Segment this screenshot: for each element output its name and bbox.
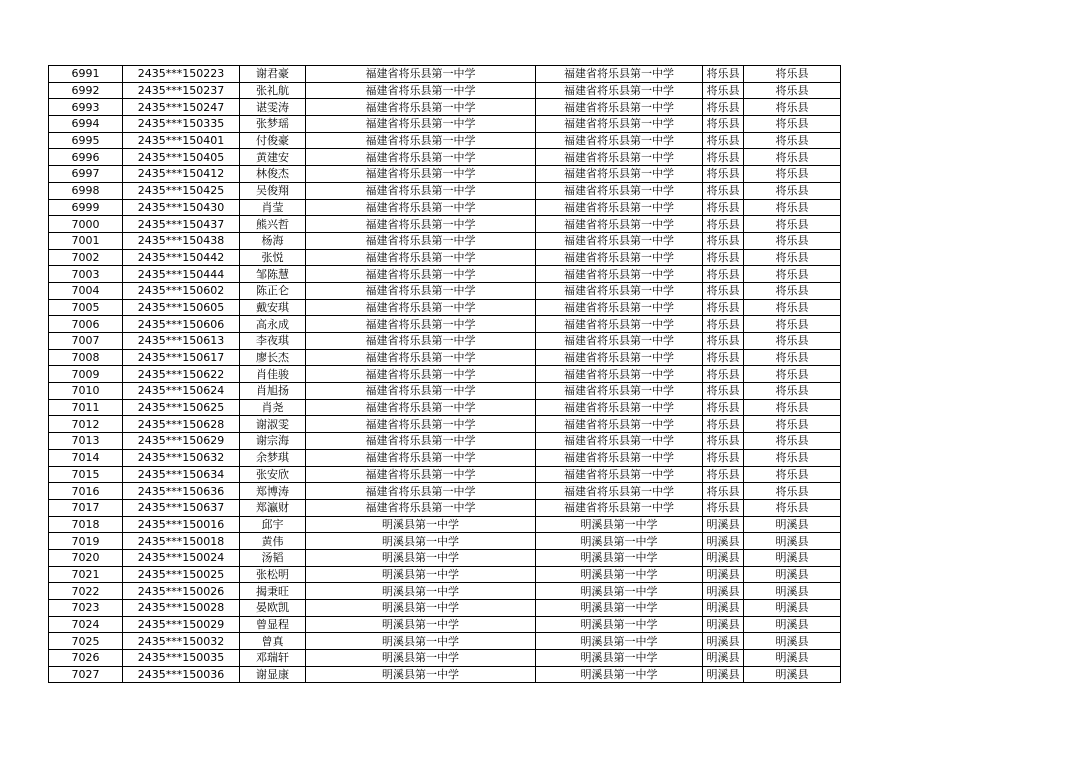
row-id-cell: 2435***150636 — [123, 483, 240, 500]
row-county-cell: 将乐县 — [703, 82, 744, 99]
row-school2-cell: 明溪县第一中学 — [536, 650, 703, 667]
row-county2-cell: 明溪县 — [744, 516, 841, 533]
row-id-cell: 2435***150605 — [123, 299, 240, 316]
row-county2-cell: 将乐县 — [744, 333, 841, 350]
row-school2-cell: 福建省将乐县第一中学 — [536, 182, 703, 199]
row-name-cell: 廖长杰 — [240, 349, 306, 366]
table-row — [49, 66, 841, 83]
row-id-cell: 2435***150442 — [123, 249, 240, 266]
row-county-cell: 将乐县 — [703, 449, 744, 466]
row-school-cell: 福建省将乐县第一中学 — [306, 383, 536, 400]
row-school2-cell: 明溪县第一中学 — [536, 600, 703, 617]
row-school2-cell: 明溪县第一中学 — [536, 666, 703, 683]
row-school2-cell: 明溪县第一中学 — [536, 533, 703, 550]
row-school2-cell: 明溪县第一中学 — [536, 566, 703, 583]
row-id-cell: 2435***150624 — [123, 383, 240, 400]
row-county2-cell: 将乐县 — [744, 82, 841, 99]
row-school2-cell: 福建省将乐县第一中学 — [536, 216, 703, 233]
row-school2-cell: 福建省将乐县第一中学 — [536, 66, 703, 83]
table-row — [49, 316, 841, 333]
row-name-cell: 张礼航 — [240, 82, 306, 99]
row-seq-cell: 7026 — [49, 650, 123, 667]
row-name-cell: 谢淑雯 — [240, 416, 306, 433]
row-school-cell: 福建省将乐县第一中学 — [306, 466, 536, 483]
row-seq-cell: 7016 — [49, 483, 123, 500]
row-county-cell: 将乐县 — [703, 399, 744, 416]
row-seq-cell: 7020 — [49, 549, 123, 566]
table-row — [49, 549, 841, 566]
row-id-cell: 2435***150035 — [123, 650, 240, 667]
row-school-cell: 福建省将乐县第一中学 — [306, 333, 536, 350]
row-name-cell: 张悦 — [240, 249, 306, 266]
row-school-cell: 明溪县第一中学 — [306, 549, 536, 566]
row-county-cell: 将乐县 — [703, 132, 744, 149]
row-seq-cell: 7025 — [49, 633, 123, 650]
row-county-cell: 明溪县 — [703, 666, 744, 683]
row-id-cell: 2435***150032 — [123, 633, 240, 650]
row-seq-cell: 7022 — [49, 583, 123, 600]
row-school2-cell: 福建省将乐县第一中学 — [536, 316, 703, 333]
row-county2-cell: 将乐县 — [744, 399, 841, 416]
row-id-cell: 2435***150412 — [123, 166, 240, 183]
row-county2-cell: 将乐县 — [744, 116, 841, 133]
row-name-cell: 谌雯涛 — [240, 99, 306, 116]
row-school2-cell: 福建省将乐县第一中学 — [536, 116, 703, 133]
row-id-cell: 2435***150018 — [123, 533, 240, 550]
row-id-cell: 2435***150617 — [123, 349, 240, 366]
row-name-cell: 陈正仑 — [240, 282, 306, 299]
row-id-cell: 2435***150430 — [123, 199, 240, 216]
row-school-cell: 福建省将乐县第一中学 — [306, 366, 536, 383]
row-name-cell: 余梦琪 — [240, 449, 306, 466]
row-county2-cell: 明溪县 — [744, 633, 841, 650]
row-id-cell: 2435***150401 — [123, 132, 240, 149]
row-county2-cell: 将乐县 — [744, 66, 841, 83]
row-county2-cell: 明溪县 — [744, 650, 841, 667]
row-school2-cell: 福建省将乐县第一中学 — [536, 449, 703, 466]
row-id-cell: 2435***150247 — [123, 99, 240, 116]
row-id-cell: 2435***150029 — [123, 616, 240, 633]
row-id-cell: 2435***150026 — [123, 583, 240, 600]
row-county-cell: 将乐县 — [703, 116, 744, 133]
row-county-cell: 将乐县 — [703, 266, 744, 283]
row-id-cell: 2435***150028 — [123, 600, 240, 617]
row-school2-cell: 福建省将乐县第一中学 — [536, 149, 703, 166]
row-county2-cell: 将乐县 — [744, 433, 841, 450]
row-id-cell: 2435***150628 — [123, 416, 240, 433]
row-school-cell: 福建省将乐县第一中学 — [306, 66, 536, 83]
row-school-cell: 明溪县第一中学 — [306, 516, 536, 533]
row-name-cell: 肖旭扬 — [240, 383, 306, 400]
table-row — [49, 166, 841, 183]
row-name-cell: 谢显康 — [240, 666, 306, 683]
row-id-cell: 2435***150632 — [123, 449, 240, 466]
row-school2-cell: 福建省将乐县第一中学 — [536, 333, 703, 350]
table-row — [49, 232, 841, 249]
table-row — [49, 82, 841, 99]
table-row — [49, 349, 841, 366]
row-seq-cell: 7008 — [49, 349, 123, 366]
row-id-cell: 2435***150223 — [123, 66, 240, 83]
row-county2-cell: 将乐县 — [744, 249, 841, 266]
row-name-cell: 吴俊翔 — [240, 182, 306, 199]
row-id-cell: 2435***150437 — [123, 216, 240, 233]
row-county-cell: 将乐县 — [703, 466, 744, 483]
row-county-cell: 将乐县 — [703, 149, 744, 166]
row-name-cell: 高永成 — [240, 316, 306, 333]
row-id-cell: 2435***150444 — [123, 266, 240, 283]
row-seq-cell: 7019 — [49, 533, 123, 550]
row-county-cell: 明溪县 — [703, 566, 744, 583]
table-row — [49, 499, 841, 516]
row-name-cell: 黄伟 — [240, 533, 306, 550]
row-seq-cell: 7006 — [49, 316, 123, 333]
row-school-cell: 福建省将乐县第一中学 — [306, 433, 536, 450]
row-id-cell: 2435***150335 — [123, 116, 240, 133]
row-id-cell: 2435***150629 — [123, 433, 240, 450]
student-roster-table — [48, 65, 841, 683]
row-school-cell: 福建省将乐县第一中学 — [306, 416, 536, 433]
row-name-cell: 曾显程 — [240, 616, 306, 633]
row-school-cell: 福建省将乐县第一中学 — [306, 82, 536, 99]
row-county2-cell: 将乐县 — [744, 316, 841, 333]
row-id-cell: 2435***150016 — [123, 516, 240, 533]
row-school-cell: 明溪县第一中学 — [306, 566, 536, 583]
row-county-cell: 将乐县 — [703, 249, 744, 266]
row-id-cell: 2435***150637 — [123, 499, 240, 516]
table-row — [49, 132, 841, 149]
row-seq-cell: 6996 — [49, 149, 123, 166]
row-school-cell: 福建省将乐县第一中学 — [306, 449, 536, 466]
row-county2-cell: 将乐县 — [744, 182, 841, 199]
row-school-cell: 明溪县第一中学 — [306, 650, 536, 667]
row-seq-cell: 7013 — [49, 433, 123, 450]
row-county-cell: 明溪县 — [703, 616, 744, 633]
row-school2-cell: 福建省将乐县第一中学 — [536, 199, 703, 216]
row-name-cell: 杨海 — [240, 232, 306, 249]
row-school2-cell: 明溪县第一中学 — [536, 516, 703, 533]
row-county2-cell: 将乐县 — [744, 232, 841, 249]
row-id-cell: 2435***150622 — [123, 366, 240, 383]
row-county-cell: 将乐县 — [703, 499, 744, 516]
row-county-cell: 将乐县 — [703, 483, 744, 500]
row-name-cell: 肖莹 — [240, 199, 306, 216]
row-school-cell: 明溪县第一中学 — [306, 533, 536, 550]
row-school2-cell: 福建省将乐县第一中学 — [536, 366, 703, 383]
row-county-cell: 明溪县 — [703, 533, 744, 550]
row-school2-cell: 福建省将乐县第一中学 — [536, 132, 703, 149]
row-school2-cell: 福建省将乐县第一中学 — [536, 483, 703, 500]
row-county-cell: 将乐县 — [703, 282, 744, 299]
row-name-cell: 张梦瑶 — [240, 116, 306, 133]
row-name-cell: 付俊豪 — [240, 132, 306, 149]
row-school-cell: 福建省将乐县第一中学 — [306, 483, 536, 500]
row-county-cell: 明溪县 — [703, 633, 744, 650]
row-county2-cell: 将乐县 — [744, 466, 841, 483]
row-county2-cell: 明溪县 — [744, 549, 841, 566]
row-county2-cell: 将乐县 — [744, 349, 841, 366]
row-name-cell: 李夜琪 — [240, 333, 306, 350]
row-county-cell: 明溪县 — [703, 600, 744, 617]
row-county-cell: 将乐县 — [703, 366, 744, 383]
table-body — [49, 66, 841, 683]
row-seq-cell: 7007 — [49, 333, 123, 350]
row-county-cell: 明溪县 — [703, 549, 744, 566]
row-id-cell: 2435***150602 — [123, 282, 240, 299]
table-row — [49, 282, 841, 299]
row-county2-cell: 将乐县 — [744, 416, 841, 433]
row-name-cell: 揭秉旺 — [240, 583, 306, 600]
row-county2-cell: 将乐县 — [744, 499, 841, 516]
row-school2-cell: 福建省将乐县第一中学 — [536, 433, 703, 450]
row-id-cell: 2435***150438 — [123, 232, 240, 249]
row-county2-cell: 将乐县 — [744, 166, 841, 183]
row-school-cell: 福建省将乐县第一中学 — [306, 316, 536, 333]
row-name-cell: 张安欣 — [240, 466, 306, 483]
row-school-cell: 明溪县第一中学 — [306, 600, 536, 617]
row-name-cell: 邹陈慧 — [240, 266, 306, 283]
row-id-cell: 2435***150634 — [123, 466, 240, 483]
row-county-cell: 将乐县 — [703, 316, 744, 333]
table-row — [49, 333, 841, 350]
row-name-cell: 邱宇 — [240, 516, 306, 533]
row-seq-cell: 7002 — [49, 249, 123, 266]
table-row — [49, 633, 841, 650]
row-id-cell: 2435***150613 — [123, 333, 240, 350]
row-county-cell: 将乐县 — [703, 199, 744, 216]
row-seq-cell: 6994 — [49, 116, 123, 133]
row-school-cell: 明溪县第一中学 — [306, 583, 536, 600]
row-name-cell: 肖佳骏 — [240, 366, 306, 383]
table-row — [49, 666, 841, 683]
table-row — [49, 433, 841, 450]
row-seq-cell: 7018 — [49, 516, 123, 533]
row-school2-cell: 福建省将乐县第一中学 — [536, 399, 703, 416]
row-school-cell: 福建省将乐县第一中学 — [306, 199, 536, 216]
table-row — [49, 149, 841, 166]
row-school-cell: 福建省将乐县第一中学 — [306, 116, 536, 133]
row-id-cell: 2435***150405 — [123, 149, 240, 166]
row-school2-cell: 福建省将乐县第一中学 — [536, 82, 703, 99]
row-name-cell: 张松明 — [240, 566, 306, 583]
row-county-cell: 将乐县 — [703, 166, 744, 183]
row-county2-cell: 明溪县 — [744, 666, 841, 683]
row-county-cell: 明溪县 — [703, 583, 744, 600]
row-seq-cell: 7015 — [49, 466, 123, 483]
row-seq-cell: 7021 — [49, 566, 123, 583]
table-row — [49, 516, 841, 533]
row-county-cell: 将乐县 — [703, 66, 744, 83]
table-row — [49, 366, 841, 383]
row-seq-cell: 6997 — [49, 166, 123, 183]
row-county-cell: 将乐县 — [703, 299, 744, 316]
row-school2-cell: 福建省将乐县第一中学 — [536, 282, 703, 299]
row-county2-cell: 明溪县 — [744, 616, 841, 633]
row-name-cell: 邓瑞轩 — [240, 650, 306, 667]
row-name-cell: 戴安琪 — [240, 299, 306, 316]
row-school2-cell: 福建省将乐县第一中学 — [536, 249, 703, 266]
table-row — [49, 466, 841, 483]
row-county-cell: 将乐县 — [703, 333, 744, 350]
row-seq-cell: 7010 — [49, 383, 123, 400]
table-row — [49, 533, 841, 550]
row-seq-cell: 7017 — [49, 499, 123, 516]
row-school2-cell: 福建省将乐县第一中学 — [536, 266, 703, 283]
row-school-cell: 福建省将乐县第一中学 — [306, 349, 536, 366]
table-row — [49, 99, 841, 116]
row-seq-cell: 7011 — [49, 399, 123, 416]
row-seq-cell: 7005 — [49, 299, 123, 316]
row-school2-cell: 福建省将乐县第一中学 — [536, 383, 703, 400]
row-county-cell: 将乐县 — [703, 182, 744, 199]
row-school-cell: 明溪县第一中学 — [306, 616, 536, 633]
row-name-cell: 林俊杰 — [240, 166, 306, 183]
row-county-cell: 将乐县 — [703, 416, 744, 433]
table-row — [49, 216, 841, 233]
row-seq-cell: 7024 — [49, 616, 123, 633]
row-seq-cell: 7001 — [49, 232, 123, 249]
row-school2-cell: 明溪县第一中学 — [536, 633, 703, 650]
table-row — [49, 600, 841, 617]
row-seq-cell: 6993 — [49, 99, 123, 116]
row-school2-cell: 福建省将乐县第一中学 — [536, 166, 703, 183]
row-school2-cell: 明溪县第一中学 — [536, 583, 703, 600]
row-name-cell: 谢君豪 — [240, 66, 306, 83]
row-school2-cell: 明溪县第一中学 — [536, 616, 703, 633]
row-seq-cell: 6999 — [49, 199, 123, 216]
row-school2-cell: 福建省将乐县第一中学 — [536, 499, 703, 516]
row-school-cell: 福建省将乐县第一中学 — [306, 166, 536, 183]
row-school-cell: 明溪县第一中学 — [306, 633, 536, 650]
row-school-cell: 明溪县第一中学 — [306, 666, 536, 683]
row-school2-cell: 福建省将乐县第一中学 — [536, 299, 703, 316]
table-row — [49, 383, 841, 400]
row-name-cell: 曾真 — [240, 633, 306, 650]
row-county2-cell: 明溪县 — [744, 600, 841, 617]
row-seq-cell: 7027 — [49, 666, 123, 683]
table-row — [49, 182, 841, 199]
row-id-cell: 2435***150025 — [123, 566, 240, 583]
row-school-cell: 福建省将乐县第一中学 — [306, 182, 536, 199]
row-county-cell: 将乐县 — [703, 383, 744, 400]
row-school-cell: 福建省将乐县第一中学 — [306, 232, 536, 249]
table-row — [49, 483, 841, 500]
row-name-cell: 黄建安 — [240, 149, 306, 166]
row-county2-cell: 将乐县 — [744, 366, 841, 383]
row-county2-cell: 将乐县 — [744, 449, 841, 466]
table-row — [49, 583, 841, 600]
row-school-cell: 福建省将乐县第一中学 — [306, 216, 536, 233]
row-name-cell: 郑瀛财 — [240, 499, 306, 516]
table-row — [49, 616, 841, 633]
table-row — [49, 199, 841, 216]
row-seq-cell: 6991 — [49, 66, 123, 83]
row-id-cell: 2435***150625 — [123, 399, 240, 416]
table-row — [49, 650, 841, 667]
row-school-cell: 福建省将乐县第一中学 — [306, 282, 536, 299]
row-name-cell: 汤韬 — [240, 549, 306, 566]
row-name-cell: 郑博涛 — [240, 483, 306, 500]
row-county2-cell: 将乐县 — [744, 149, 841, 166]
row-seq-cell: 7009 — [49, 366, 123, 383]
row-county2-cell: 明溪县 — [744, 566, 841, 583]
row-id-cell: 2435***150237 — [123, 82, 240, 99]
row-school-cell: 福建省将乐县第一中学 — [306, 99, 536, 116]
row-seq-cell: 7012 — [49, 416, 123, 433]
row-school2-cell: 福建省将乐县第一中学 — [536, 416, 703, 433]
row-id-cell: 2435***150024 — [123, 549, 240, 566]
table-row — [49, 566, 841, 583]
row-county-cell: 将乐县 — [703, 349, 744, 366]
row-school2-cell: 福建省将乐县第一中学 — [536, 232, 703, 249]
row-school-cell: 福建省将乐县第一中学 — [306, 399, 536, 416]
row-county2-cell: 将乐县 — [744, 132, 841, 149]
row-county-cell: 将乐县 — [703, 216, 744, 233]
row-seq-cell: 7014 — [49, 449, 123, 466]
table-row — [49, 116, 841, 133]
row-seq-cell: 6998 — [49, 182, 123, 199]
row-school-cell: 福建省将乐县第一中学 — [306, 249, 536, 266]
row-county2-cell: 将乐县 — [744, 483, 841, 500]
row-name-cell: 谢宗海 — [240, 433, 306, 450]
table-row — [49, 399, 841, 416]
row-seq-cell: 7023 — [49, 600, 123, 617]
table-row — [49, 266, 841, 283]
row-seq-cell: 7000 — [49, 216, 123, 233]
row-school2-cell: 明溪县第一中学 — [536, 549, 703, 566]
row-county2-cell: 将乐县 — [744, 99, 841, 116]
row-name-cell: 熊兴哲 — [240, 216, 306, 233]
row-county2-cell: 明溪县 — [744, 583, 841, 600]
table-row — [49, 449, 841, 466]
row-id-cell: 2435***150036 — [123, 666, 240, 683]
row-school-cell: 福建省将乐县第一中学 — [306, 149, 536, 166]
row-county2-cell: 将乐县 — [744, 383, 841, 400]
row-school2-cell: 福建省将乐县第一中学 — [536, 99, 703, 116]
row-county-cell: 将乐县 — [703, 99, 744, 116]
table-row — [49, 299, 841, 316]
row-county2-cell: 将乐县 — [744, 216, 841, 233]
row-seq-cell: 6992 — [49, 82, 123, 99]
row-seq-cell: 7004 — [49, 282, 123, 299]
row-county-cell: 明溪县 — [703, 650, 744, 667]
row-school-cell: 福建省将乐县第一中学 — [306, 266, 536, 283]
row-school-cell: 福建省将乐县第一中学 — [306, 132, 536, 149]
row-school-cell: 福建省将乐县第一中学 — [306, 499, 536, 516]
row-county2-cell: 将乐县 — [744, 282, 841, 299]
row-seq-cell: 7003 — [49, 266, 123, 283]
row-name-cell: 晏欧凯 — [240, 600, 306, 617]
table-row — [49, 249, 841, 266]
row-school2-cell: 福建省将乐县第一中学 — [536, 349, 703, 366]
table-row — [49, 416, 841, 433]
row-county-cell: 明溪县 — [703, 516, 744, 533]
row-school-cell: 福建省将乐县第一中学 — [306, 299, 536, 316]
row-school2-cell: 福建省将乐县第一中学 — [536, 466, 703, 483]
row-county-cell: 将乐县 — [703, 433, 744, 450]
row-id-cell: 2435***150425 — [123, 182, 240, 199]
row-county2-cell: 将乐县 — [744, 266, 841, 283]
row-seq-cell: 6995 — [49, 132, 123, 149]
row-county2-cell: 将乐县 — [744, 199, 841, 216]
row-id-cell: 2435***150606 — [123, 316, 240, 333]
row-county-cell: 将乐县 — [703, 232, 744, 249]
row-county2-cell: 明溪县 — [744, 533, 841, 550]
row-county2-cell: 将乐县 — [744, 299, 841, 316]
row-name-cell: 肖尧 — [240, 399, 306, 416]
